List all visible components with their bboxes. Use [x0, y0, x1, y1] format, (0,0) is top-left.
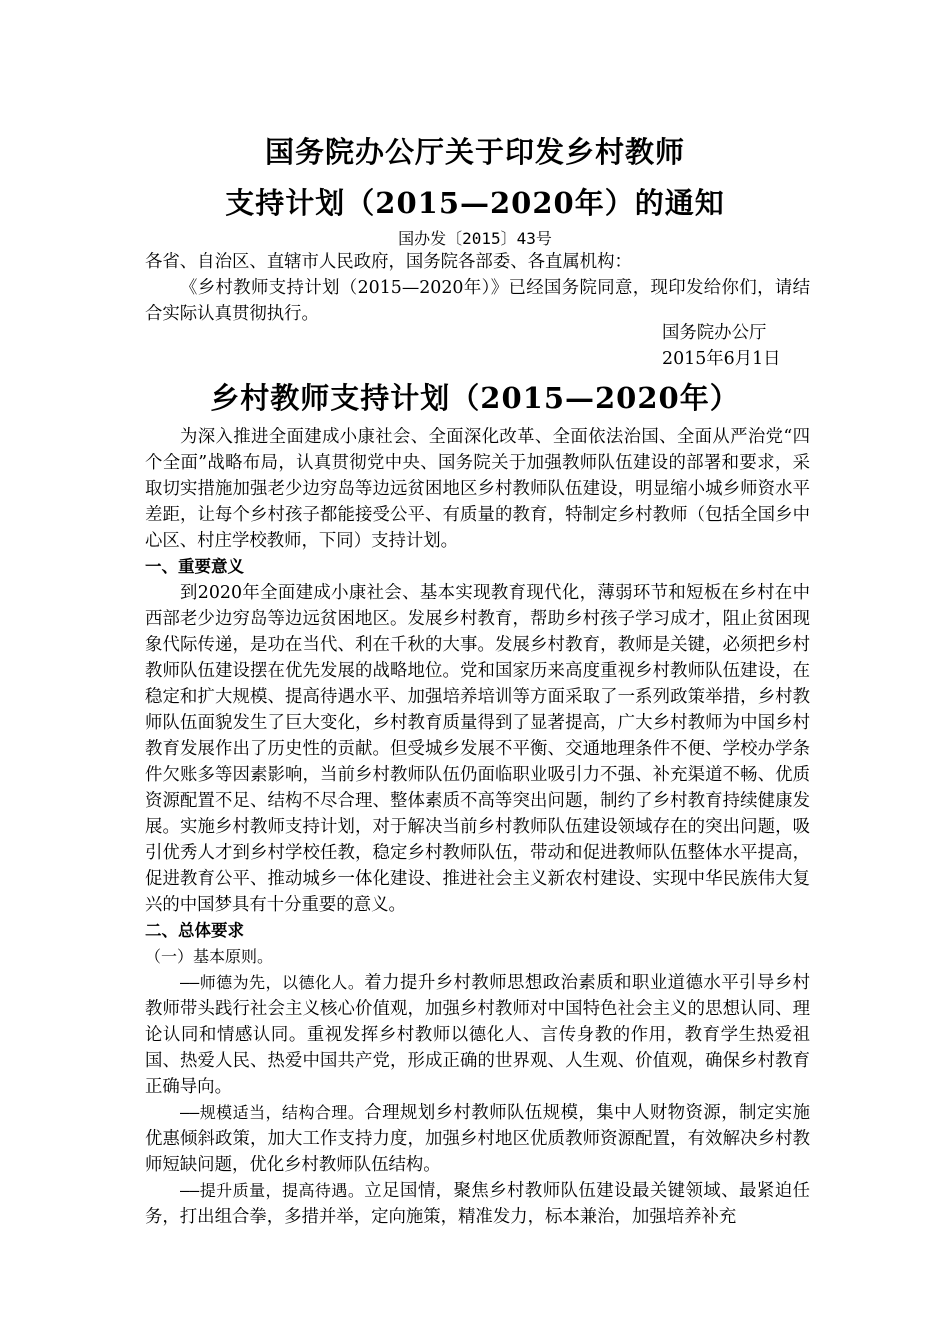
- notice-body-paragraph: 《乡村教师支持计划（2015—2020年）》已经国务院同意，现印发给你们，请结合实际认真贯彻执行。: [145, 278, 810, 324]
- plan-intro-paragraph: 为深入推进全面建成小康社会、全面深化改革、全面依法治国、全面从严治党“四个全面”战略布局，认真贯彻党中央、国务院关于加强教师队伍建设的部署和要求，采取切实措施加强老少边穷岛等边远贫困地区乡村教师队伍建设，明显缩小城乡师资水平差距，让每个乡村孩子都能接受公平、有质量的教育，特制定乡村教师（包括全国乡中心区、村庄学校教师，下同）支持计划。: [145, 427, 810, 551]
- section1-paragraph: 到2020年全面建成小康社会、基本实现教育现代化，薄弱环节和短板在乡村在中西部老少边穷岛等边远贫困地区。发展乡村教育，帮助乡村孩子学习成才，阻止贫困现象代际传递，是功在当代、利在千秋的大事。发展乡村教育，教师是关键，必须把乡村教师队伍建设摆在优先发展的战略地位。党和国家历来高度重视乡村教师队伍建设，在稳定和扩大规模、提高待遇水平、加强培养培训等方面采取了一系列政策举措，乡村教师队伍面貌发生了巨大变化，乡村教育质量得到了显著提高，广大乡村教师为中国乡村教育发展作出了历史性的贡献。但受城乡发展不平衡、交通地理条件不便、学校办学条件欠账多等因素影响，当前乡村教师队伍仍面临职业吸引力不强、补充渠道不畅、优质资源配置不足、结构不尽合理、整体素质不高等突出问题，制约了乡村教育持续健康发展。实施乡村教师支持计划，对于解决当前乡村教师队伍建设领域存在的突出问题，吸引优秀人才到乡村学校任教，稳定乡村教师队伍，带动和促进教师队伍整体水平提高，促进教育公平、推动城乡一体化建设、推进社会主义新农村建设、实现中华民族伟大复兴的中国梦具有十分重要的意义。: [145, 583, 810, 915]
- principle-3-lead: ——提升质量，提高待遇。: [180, 1181, 365, 1200]
- plan-body-block: [145, 424, 810, 1230]
- section1-heading: 一、重要意义: [145, 557, 244, 576]
- principles-subheading: （一）基本原则。: [145, 947, 274, 966]
- principle-1-paragraph: [145, 970, 810, 1100]
- principle-2-body: 合理规划乡村教师队伍规模，集中人财物资源，制定实施优惠倾斜政策，加大工作支持力度，加强乡村地区优质教师资源配置，有效解决乡村教师短缺问题，优化乡村教师队伍结构。: [145, 1103, 810, 1175]
- notice-title-line2: 支持计划（2015—2020年）的通知: [225, 186, 725, 220]
- notice-title-line1: 国务院办公厅关于印发乡村教师: [264, 135, 685, 169]
- principle-1-body: 着力提升乡村教师思想政治素质和职业道德水平引导乡村教师带头践行社会主义核心价值观，加强乡村教师对中国特色社会主义的思想认同、理论认同和情感认同。重视发挥乡村教师以德化人、言传身教的作用，教育学生热爱祖国、热爱人民、热爱中国共产党，形成正确的世界观、人生观、价值观，确保乡村教育正确导向。: [145, 973, 810, 1097]
- principle-1-lead: ——师德为先，以德化人。: [180, 973, 365, 992]
- principle-3-paragraph: [145, 1178, 810, 1230]
- principle-2-paragraph: [145, 1100, 810, 1178]
- principle-2-lead: ——规模适当，结构合理。: [180, 1103, 365, 1122]
- issuer-signature: 国务院办公厅: [662, 323, 767, 343]
- section2-heading: 二、总体要求: [145, 921, 244, 940]
- principle-3-body: 立足国情，聚焦乡村教师队伍建设最关键领域、最紧迫任务，打出组合拳，多措并举，定向施策，精准发力，标本兼治，加强培养补充: [145, 1181, 810, 1227]
- issue-date: 2015年6月1日: [662, 349, 781, 369]
- addressee-line: 各省、自治区、直辖市人民政府，国务院各部委、各直属机构：: [145, 252, 632, 272]
- plan-title: 乡村教师支持计划（2015—2020年）: [210, 381, 740, 415]
- notice-body-block: [145, 249, 810, 327]
- document-number: 国办发〔2015〕43号: [398, 229, 552, 248]
